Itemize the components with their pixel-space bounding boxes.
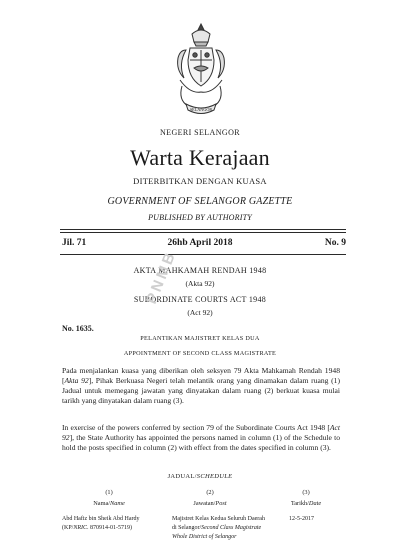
act-title-en: SUBORDINATE COURTS ACT 1948 xyxy=(133,295,267,304)
schedule-title: JADUAL/SCHEDULE xyxy=(167,473,233,480)
paragraph-en: In exercise of the powers conferred by section 79 of the Subordinate Courts Act 1948 [Act 92], the State Authority has appointed the persons named in column (1) of the Schedule to hold the posts specified in column (2) with effect from the dates specified in column (3). xyxy=(62,423,340,452)
state-name: NEGERI SELANGOR xyxy=(160,128,240,137)
column-header-post: Jawatan/Post xyxy=(193,500,227,507)
paragraph-ms: Pada menjalankan kuasa yang diberikan oleh seksyen 79 Akta Mahkamah Rendah 1948 [Akta 92], Pihak Berkuasa Negeri telah melantik orang yang dinamakan dalam ruang (1) Jadual untuk memegang jawatan yang dinyatakan dalam ruang (2) berkuat kuasa mulai tarikh yang dinyatakan dalam ruang (3). xyxy=(62,366,340,405)
column-number-3: (3) xyxy=(302,489,310,496)
gazette-title-en: GOVERNMENT OF SELANGOR GAZETTE xyxy=(107,196,293,207)
divider-top-double xyxy=(60,232,346,233)
column-header-name: Nama/Name xyxy=(93,500,125,507)
act-ref-en: (Act 92) xyxy=(187,308,213,317)
published-by-authority-en: PUBLISHED BY AUTHORITY xyxy=(148,213,252,222)
divider-bottom xyxy=(60,254,346,255)
volume-number: Jil. 71 xyxy=(62,238,87,248)
notice-number: No. 1635. xyxy=(62,324,94,333)
act-title-ms: AKTA MAHKAMAH RENDAH 1948 xyxy=(133,266,267,275)
divider-top xyxy=(60,229,346,230)
column-number-2: (2) xyxy=(206,489,214,496)
watermark: PNMB xyxy=(143,247,180,307)
svg-text:SELANGOR: SELANGOR xyxy=(189,107,213,112)
column-header-date: Tarikh/Date xyxy=(290,500,322,507)
selangor-crest-icon xyxy=(170,20,232,122)
gazette-title: Warta Kerajaan xyxy=(130,145,270,170)
issue-number: No. 9 xyxy=(324,238,346,248)
notice-heading-ms: PELANTIKAN MAJISTRET KELAS DUA xyxy=(140,335,260,342)
schedule-cell-post: Majistret Kelas Kedua Seluruh Daerah di Selangor/Second Class Magistrate Whole District of Selangor xyxy=(172,516,265,540)
published-by-authority-ms: DITERBITKAN DENGAN KUASA xyxy=(133,176,267,186)
issue-date: 26hb April 2018 xyxy=(167,238,233,248)
notice-heading-en: APPOINTMENT OF SECOND CLASS MAGISTRATE xyxy=(123,350,277,357)
schedule-cell-name: Abd Hafiz bin Sheik Abd Hardy (KP/NRIC. 870914-01-5719) xyxy=(62,516,140,531)
act-ref-ms: (Akta 92) xyxy=(185,279,215,288)
schedule-cell-date: 12-5-2017 xyxy=(289,516,314,522)
column-number-1: (1) xyxy=(105,489,113,496)
